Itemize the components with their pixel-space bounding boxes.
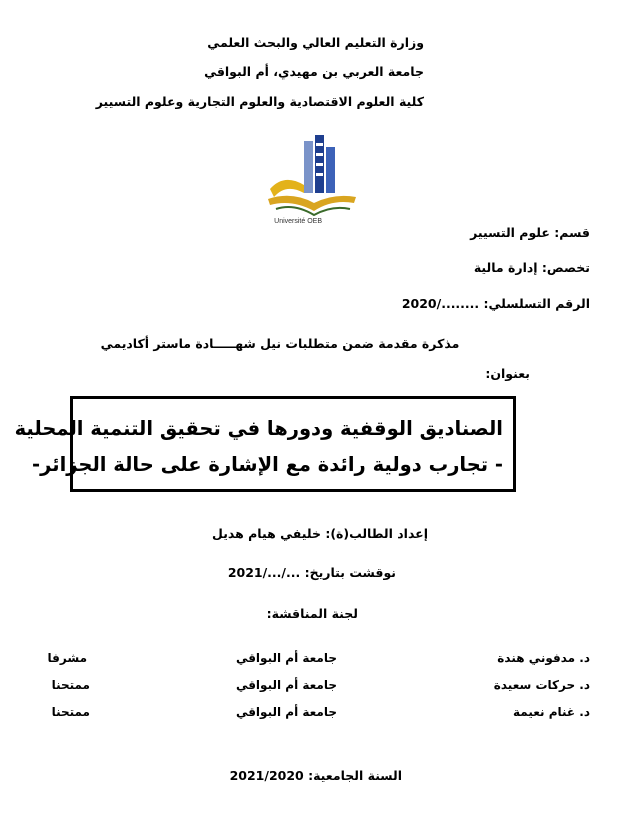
defense-date-line: نوقشت بتاريخ: .../.../2021: [227, 565, 396, 580]
specialty-line: تخصص: إدارة مالية: [473, 260, 590, 275]
member-name-2: د. حركات سعيدة: [493, 678, 590, 692]
memo-line: مذكرة مقدمة ضمن متطلبات نيل شهـــــادة ماستر أكاديمي: [100, 336, 460, 351]
thesis-title-line-1: الصناديق الوقفية ودورها في تحقيق التنمية المحلية: [14, 417, 503, 440]
member-university-1: جامعة أم البواقي: [235, 651, 337, 665]
university-line: جامعة العربي بن مهيدي، أم البواقي: [204, 64, 424, 79]
member-name-3: د. غنام نعيمة: [513, 705, 590, 719]
thesis-title-line-2: - تجارب دولية رائدة مع الإشارة على حالة الجزائر-: [32, 453, 503, 476]
member-name-1: د. مدفوني هندة: [497, 651, 590, 665]
academic-year-line: السنة الجامعية: 2021/2020: [229, 768, 402, 783]
university-logo-icon: [262, 133, 362, 228]
title-label: بعنوان:: [485, 366, 530, 381]
department-line: قسم: علوم التسيير: [470, 225, 590, 240]
member-university-2: جامعة أم البواقي: [235, 678, 337, 692]
logo-caption: Université OEB: [274, 218, 322, 225]
serial-number-line: الرقم التسلسلي: ......../2020: [401, 296, 590, 311]
student-line: إعداد الطالب(ة): خليفي هيام هديل: [212, 526, 428, 541]
faculty-line: كلية العلوم الاقتصادية والعلوم التجارية وعلوم التسيير: [95, 94, 424, 109]
member-role-3: ممتحنا: [51, 705, 90, 719]
ministry-line: وزارة التعليم العالي والبحث العلمي: [207, 35, 424, 50]
thesis-title-box: [14, 396, 516, 492]
member-role-1: مشرفا: [47, 651, 87, 665]
committee-heading: لجنة المناقشة:: [266, 606, 358, 621]
member-role-2: ممتحنا: [51, 678, 90, 692]
member-university-3: جامعة أم البواقي: [235, 705, 337, 719]
